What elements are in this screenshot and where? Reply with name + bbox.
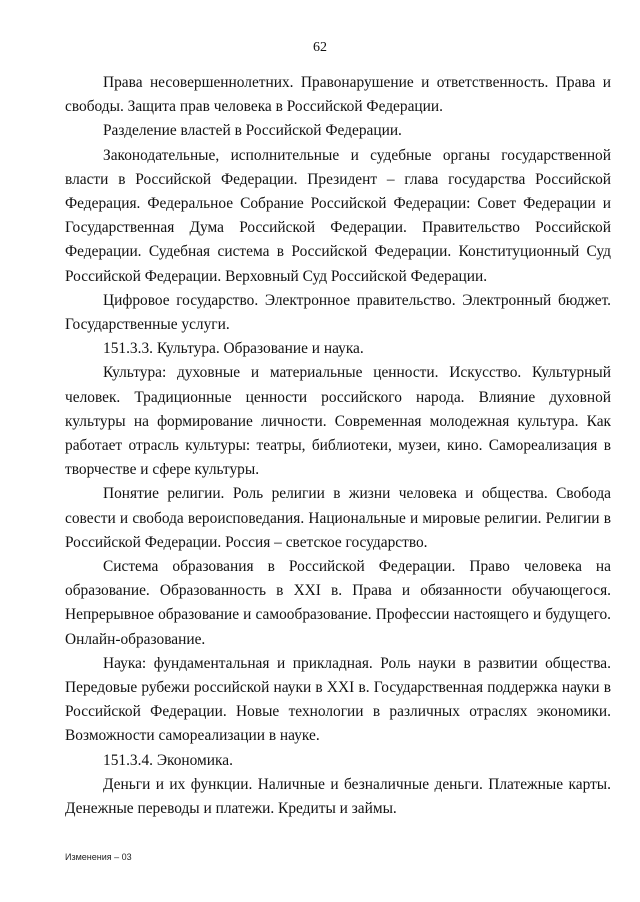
paragraph-religion: Понятие религии. Роль религии в жизни человека и общества. Свобода совести и свобода вероисповедания. Национальные и мировые религии. Религии в Российской Федерации. Россия – светское государство. (65, 485, 611, 551)
footer-revision: Изменения – 03 (65, 852, 132, 862)
paragraph-culture: Культура: духовные и материальные ценности. Искусство. Культурный человек. Традиционные ценности российского народа. Влияние духовной культуры на формирование личности. Современная молодежная культура. Как работает отрасль культуры: театры, библиотеки, музеи, кино. Самореализация в творчестве и сфере культуры. (65, 364, 611, 479)
paragraph-science: Наука: фундаментальная и прикладная. Роль науки в развитии общества. Передовые рубежи российской науки в XXI в. Государственная поддержка науки в Российской Федерации. Новые технологии в различных отраслях экономики. Возможности самореализации в науке. (65, 654, 611, 745)
page-number: 62 (313, 40, 327, 55)
paragraph-separation-of-powers: Разделение властей в Российской Федерации. (103, 122, 402, 140)
paragraph-minors-rights: Права несовершеннолетних. Правонарушение и ответственность. Права и свободы. Защита прав человека в Российской Федерации. (65, 74, 611, 116)
paragraph-education: Система образования в Российской Федерации. Право человека на образование. Образованность в XXI в. Права и обязанности обучающегося. Непрерывное образование и самообразование. Профессии настоящего и будущего. Онлайн-образование. (65, 558, 611, 648)
section-heading-culture: 151.3.3. Культура. Образование и наука. (103, 340, 364, 358)
section-heading-economy: 151.3.4. Экономика. (103, 751, 233, 769)
paragraph-state-bodies: Законодательные, исполнительные и судебные органы государственной власти в Российской Федерации. Президент – глава государства Российской Федерация. Федеральное Собрание Российской Федерации: Совет Федерации и Государственная Дума Российской Федерации. Правительство Российской Федерации. Судебная система в Российской Федерации. Конституционный Суд Российской Федерации. Верховный Суд Российской Федерации. (65, 146, 611, 285)
paragraph-digital-state: Цифровое государство. Электронное правительство. Электронный бюджет. Государственные услуги. (65, 291, 611, 334)
document-body (65, 71, 611, 821)
paragraph-money: Деньги и их функции. Наличные и безналичные деньги. Платежные карты. Денежные переводы и платежи. Кредиты и займы. (65, 775, 611, 818)
